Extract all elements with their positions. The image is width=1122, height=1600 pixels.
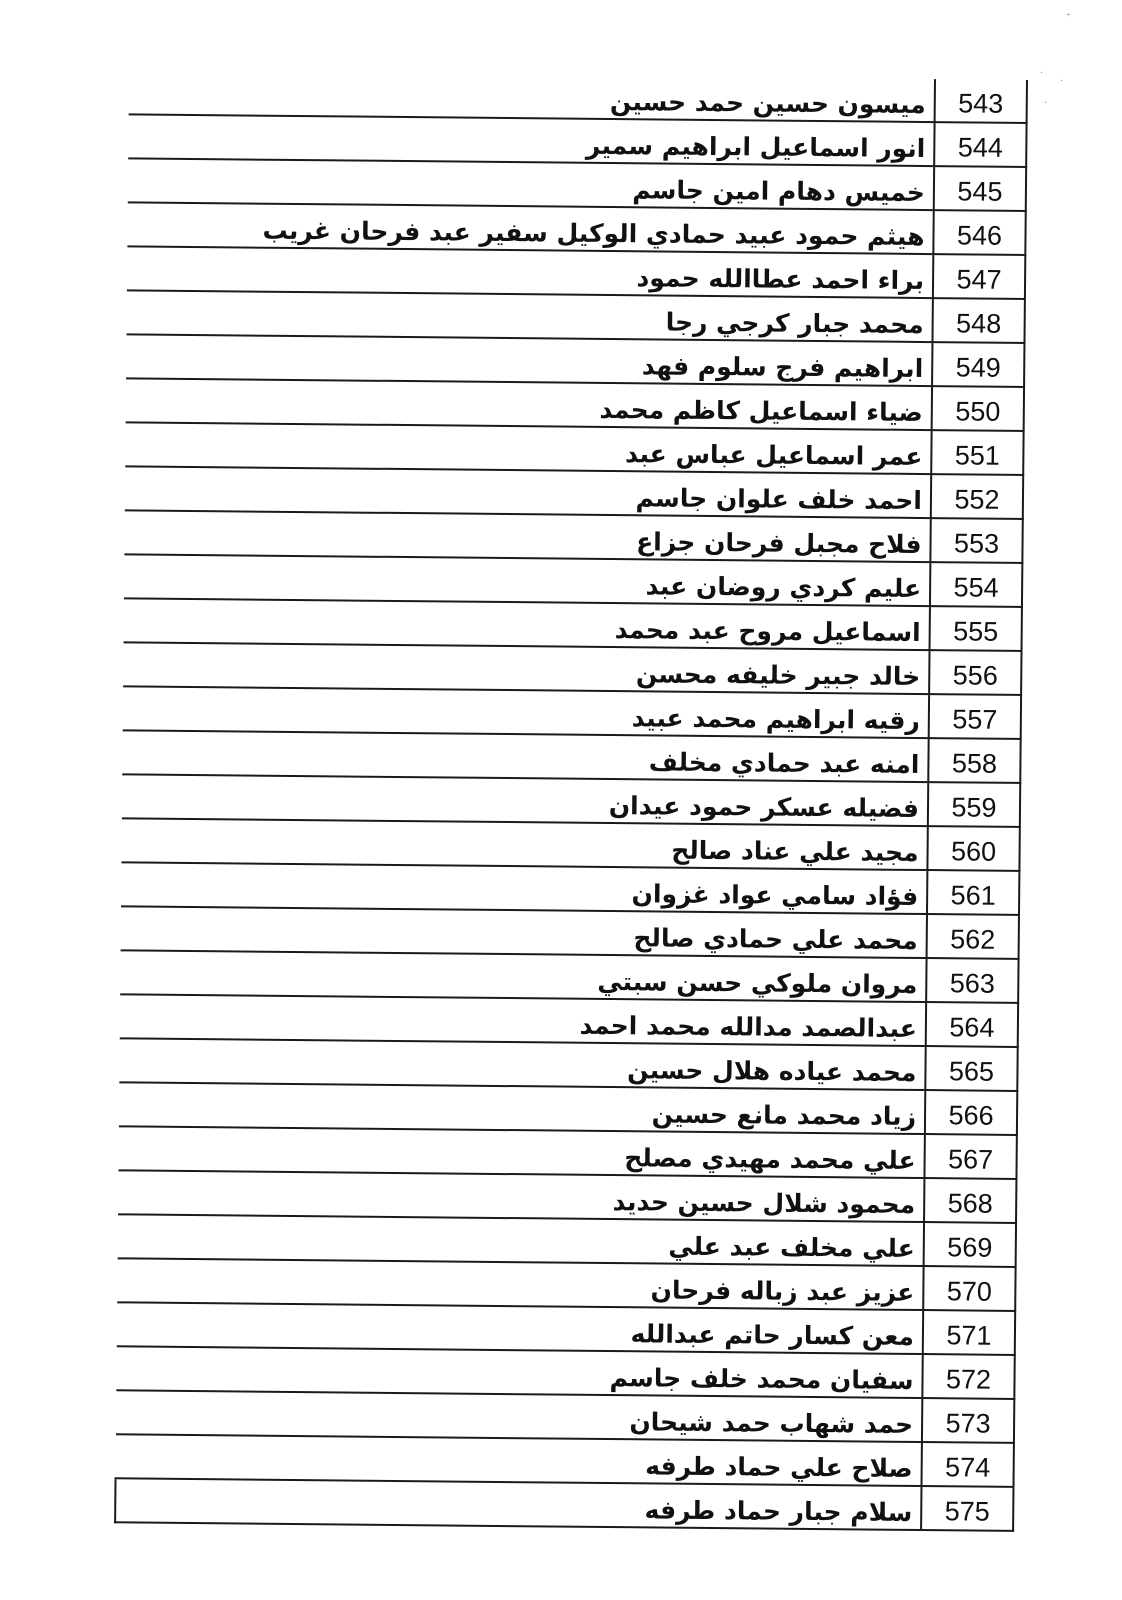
row-number: 547	[933, 254, 1025, 299]
person-name: ابراهيم فرج سلوم فهد	[126, 334, 932, 386]
person-name: عمر اسماعيل عباس عبد	[125, 422, 931, 474]
person-name: فؤاد سامي عواد غزوان	[121, 862, 927, 914]
person-name: سلام جبار حماد طرفه	[115, 1478, 921, 1530]
row-number: 543	[935, 79, 1027, 123]
row-number: 559	[928, 782, 1020, 827]
row-number: 557	[929, 694, 1021, 739]
row-number: 554	[930, 562, 1022, 607]
person-name: حمد شهاب حمد شيحان	[116, 1390, 922, 1442]
row-number: 570	[923, 1266, 1015, 1311]
row-number: 566	[925, 1090, 1017, 1135]
names-list-table	[114, 71, 1028, 1532]
person-name: ضياء اسماعيل كاظم محمد	[126, 378, 932, 430]
person-name: امنه عبد حمادي مخلف	[122, 730, 928, 782]
person-name: انور اسماعيل ابراهيم سمير	[128, 114, 934, 166]
person-name: خميس دهام امين جاسم	[128, 158, 934, 210]
row-number: 556	[929, 650, 1021, 695]
row-number: 568	[924, 1178, 1016, 1223]
scan-speck: ·	[1044, 98, 1048, 109]
person-name: فضيله عسكر حمود عيدان	[122, 774, 928, 826]
person-name: عزيز عبد زباله فرحان	[117, 1258, 923, 1310]
row-number: 544	[934, 122, 1026, 167]
row-number: 574	[921, 1442, 1013, 1487]
person-name: رقيه ابراهيم محمد عبيد	[123, 686, 929, 738]
scan-speck: ·	[1060, 76, 1064, 87]
person-name: براء احمد عطاالله حمود	[127, 246, 933, 298]
person-name: محمود شلال حسين حديد	[118, 1170, 924, 1222]
row-number: 552	[931, 474, 1023, 519]
person-name: اسماعيل مروح عبد محمد	[124, 598, 930, 650]
row-number: 560	[927, 826, 1019, 871]
table-row	[115, 1478, 1013, 1531]
row-number: 573	[922, 1398, 1014, 1443]
row-number: 549	[932, 342, 1024, 387]
person-name: علي مخلف عبد علي	[118, 1214, 924, 1266]
row-number: 551	[931, 430, 1023, 475]
person-name: محمد علي حمادي صالح	[121, 906, 927, 958]
person-name: صلاح علي حماد طرفه	[116, 1434, 922, 1486]
person-name: عبدالصمد مدالله محمد احمد	[120, 994, 926, 1046]
scan-speck: ⁺	[1066, 12, 1072, 23]
row-number: 545	[934, 166, 1026, 211]
person-name: زياد محمد مانع حسين	[119, 1082, 925, 1134]
row-number: 561	[927, 870, 1019, 915]
person-name: معن كسار حاتم عبدالله	[117, 1302, 923, 1354]
person-name: مروان ملوكي حسن سبتي	[120, 950, 926, 1002]
person-name: هيثم حمود عبيد حمادي الوكيل سفير عبد فرحان غريب	[127, 202, 933, 254]
row-number: 565	[925, 1046, 1017, 1091]
person-name: محمد جبار كرجي رجا	[127, 290, 933, 342]
person-name: مجيد علي عناد صالح	[121, 818, 927, 870]
row-number: 550	[932, 386, 1024, 431]
person-name: سفيان محمد خلف جاسم	[116, 1346, 922, 1398]
row-number: 572	[922, 1354, 1014, 1399]
names-list-body	[115, 71, 1027, 1531]
row-number: 546	[933, 210, 1025, 255]
row-number: 563	[926, 958, 1018, 1003]
row-number: 569	[924, 1222, 1016, 1267]
row-number: 553	[930, 518, 1022, 563]
person-name: محمد عياده هلال حسين	[119, 1038, 925, 1090]
person-name: علي محمد مهيدي مصلح	[118, 1126, 924, 1178]
row-number: 575	[921, 1486, 1013, 1531]
row-number: 571	[923, 1310, 1015, 1355]
person-name: عليم كردي روضان عبد	[124, 554, 930, 606]
person-name: احمد خلف علوان جاسم	[125, 466, 931, 518]
row-number: 562	[927, 914, 1019, 959]
row-number: 558	[928, 738, 1020, 783]
scan-speck: ·	[1040, 68, 1044, 79]
row-number: 555	[930, 606, 1022, 651]
person-name: خالد جبير خليفه محسن	[123, 642, 929, 694]
row-number: 567	[924, 1134, 1016, 1179]
person-name: فلاح مجبل فرحان جزاع	[124, 510, 930, 562]
row-number: 548	[932, 298, 1024, 343]
person-name: ميسون حسين حمد حسين	[129, 71, 935, 122]
row-number: 564	[926, 1002, 1018, 1047]
